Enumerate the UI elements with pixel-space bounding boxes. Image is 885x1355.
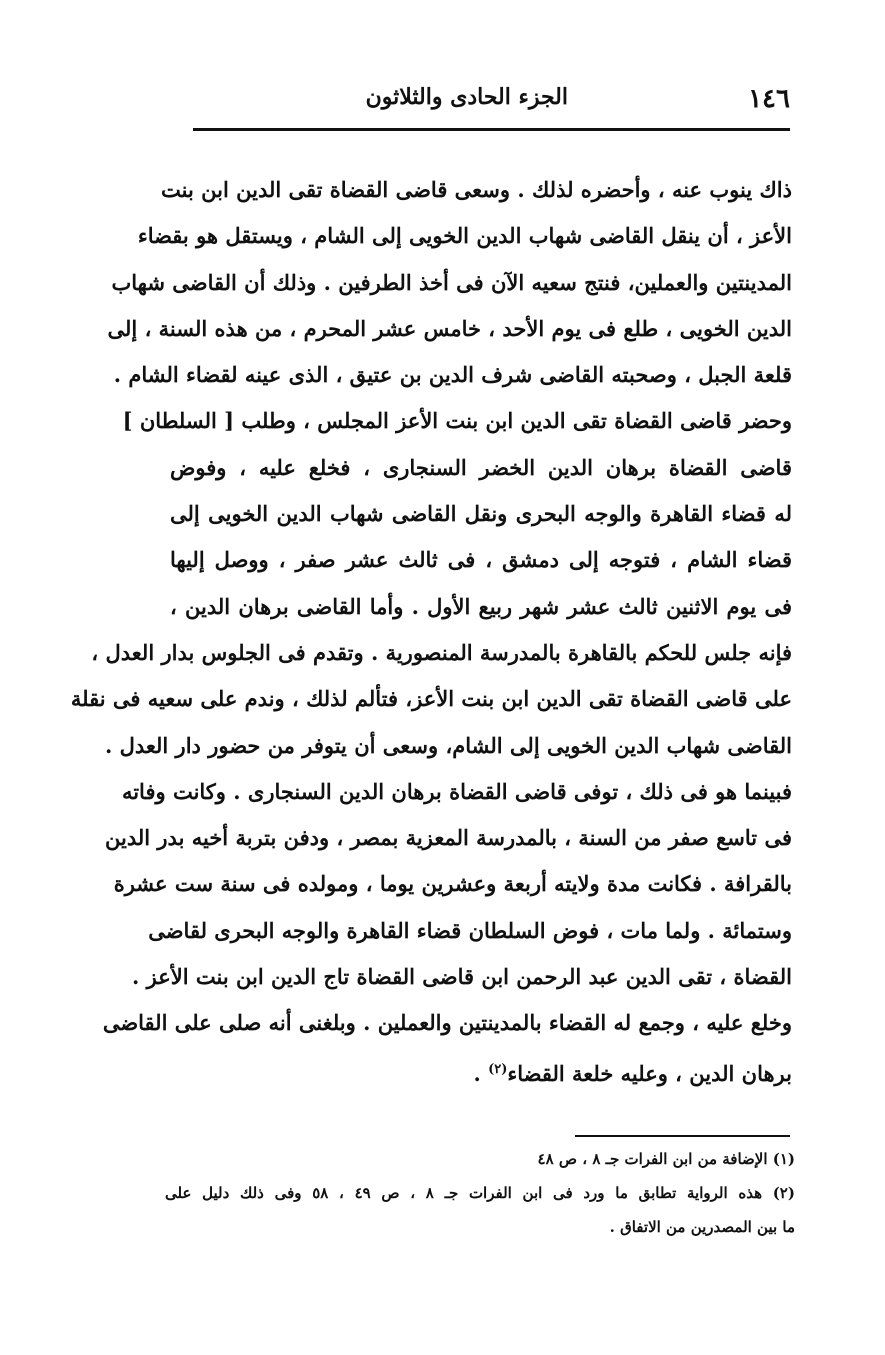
text-line: وستمائة . ولما مات ، فوض السلطان قضاء القاهرة والوجه البحرى لقاضى: [148, 917, 792, 943]
text-line: بالقرافة . فكانت مدة ولايته أربعة وعشرين يوما ، ومولده فى سنة ست عشرة: [113, 871, 792, 897]
text-line: الأعز ، أن ينقل القاضى شهاب الدين الخويى إلى الشام ، ويستقل هو بقضاء: [137, 223, 792, 249]
text-line: فى تاسع صفر من السنة ، بالمدرسة المعزية بمصر ، ودفن بتربة أخيه بدر الدين: [105, 825, 792, 851]
last-line-text: برهان الدين ، وعليه خلعة القضاء: [507, 1060, 792, 1086]
text-line: فى يوم الاثنين ثالث عشر شهر ربيع الأول . وأما القاضى برهان الدين ،: [170, 593, 792, 619]
text-line: قلعة الجبل ، وصحبته القاضى شرف الدين بن عتيق ، الذى عينه لقضاء الشام .: [113, 362, 792, 388]
text-line: فبينما هو فى ذلك ، توفى قاضى القضاة برهان الدين السنجارى . وكانت وفاته: [121, 778, 792, 804]
page-number: ١٤٦: [748, 84, 790, 114]
text-line: القضاة ، تقى الدين عبد الرحمن ابن قاضى القضاة تاج الدين ابن بنت الأعز .: [132, 964, 792, 990]
text-line: قاضى القضاة برهان الدين الخضر السنجارى ، فخلع عليه ، وفوض: [170, 454, 792, 480]
text-line: ذاك ينوب عنه ، وأحضره لذلك . وسعى قاضى القضاة تقى الدين ابن بنت: [161, 177, 792, 202]
footnote-2-line-2: ما بين المصدرين من الاتفاق .: [609, 1218, 795, 1236]
footnote-rule: [575, 1135, 790, 1137]
text-line: القاضى شهاب الدين الخويى إلى الشام، وسعى أن يتوفر من حضور دار العدل .: [104, 732, 792, 758]
text-line: له قضاء القاهرة والوجه البحرى ونقل القاضى شهاب الدين الخويى إلى: [170, 501, 792, 527]
footnote-reference: (٢): [488, 1061, 508, 1077]
text-line: وحضر قاضى القضاة تقى الدين ابن بنت الأعز المجلس ، وطلب [ السلطان ]: [122, 408, 792, 434]
footnotes: [165, 1142, 795, 1244]
text-line: المدينتين والعملين، فنتج سعيه الآن فى أخذ الطرفين . وذلك أن القاضى شهاب: [111, 269, 792, 295]
text-line: على قاضى القضاة تقى الدين ابن بنت الأعز، فتألم لذلك ، وندم على سعيه فى نقلة: [70, 686, 792, 712]
text-line: وخلع عليه ، وجمع له القضاء بالمدينتين والعملين . وبلغنى أنه صلى على القاضى: [102, 1010, 792, 1036]
body-text: [70, 170, 792, 1096]
text-line: فإنه جلس للحكم بالقاهرة بالمدرسة المنصورية . وتقدم فى الجلوس بدار العدل ،: [91, 639, 792, 665]
header-rule: [193, 128, 790, 131]
text-line: الدين الخويى ، طلع فى يوم الأحد ، خامس عشر المحرم ، من هذه السنة ، إلى: [107, 315, 792, 341]
footnote-2-line-1: (٢) هذه الرواية تطابق ما ورد فى ابن الفرات جـ ٨ ، ص ٤٩ ، ٥٨ وفى ذلك دليل على: [165, 1184, 795, 1202]
running-title: الجزء الحادى والثلاثون: [365, 84, 568, 110]
last-text-line: [170, 1050, 792, 1096]
last-line-end: .: [473, 1060, 489, 1086]
footnote-1: (١) الإضافة من ابن الفرات جـ ٨ ، ص ٤٨: [537, 1150, 795, 1168]
text-line: قضاء الشام ، فتوجه إلى دمشق ، فى ثالث عشر صفر ، ووصل إليها: [170, 547, 792, 573]
page-header: [190, 84, 790, 124]
